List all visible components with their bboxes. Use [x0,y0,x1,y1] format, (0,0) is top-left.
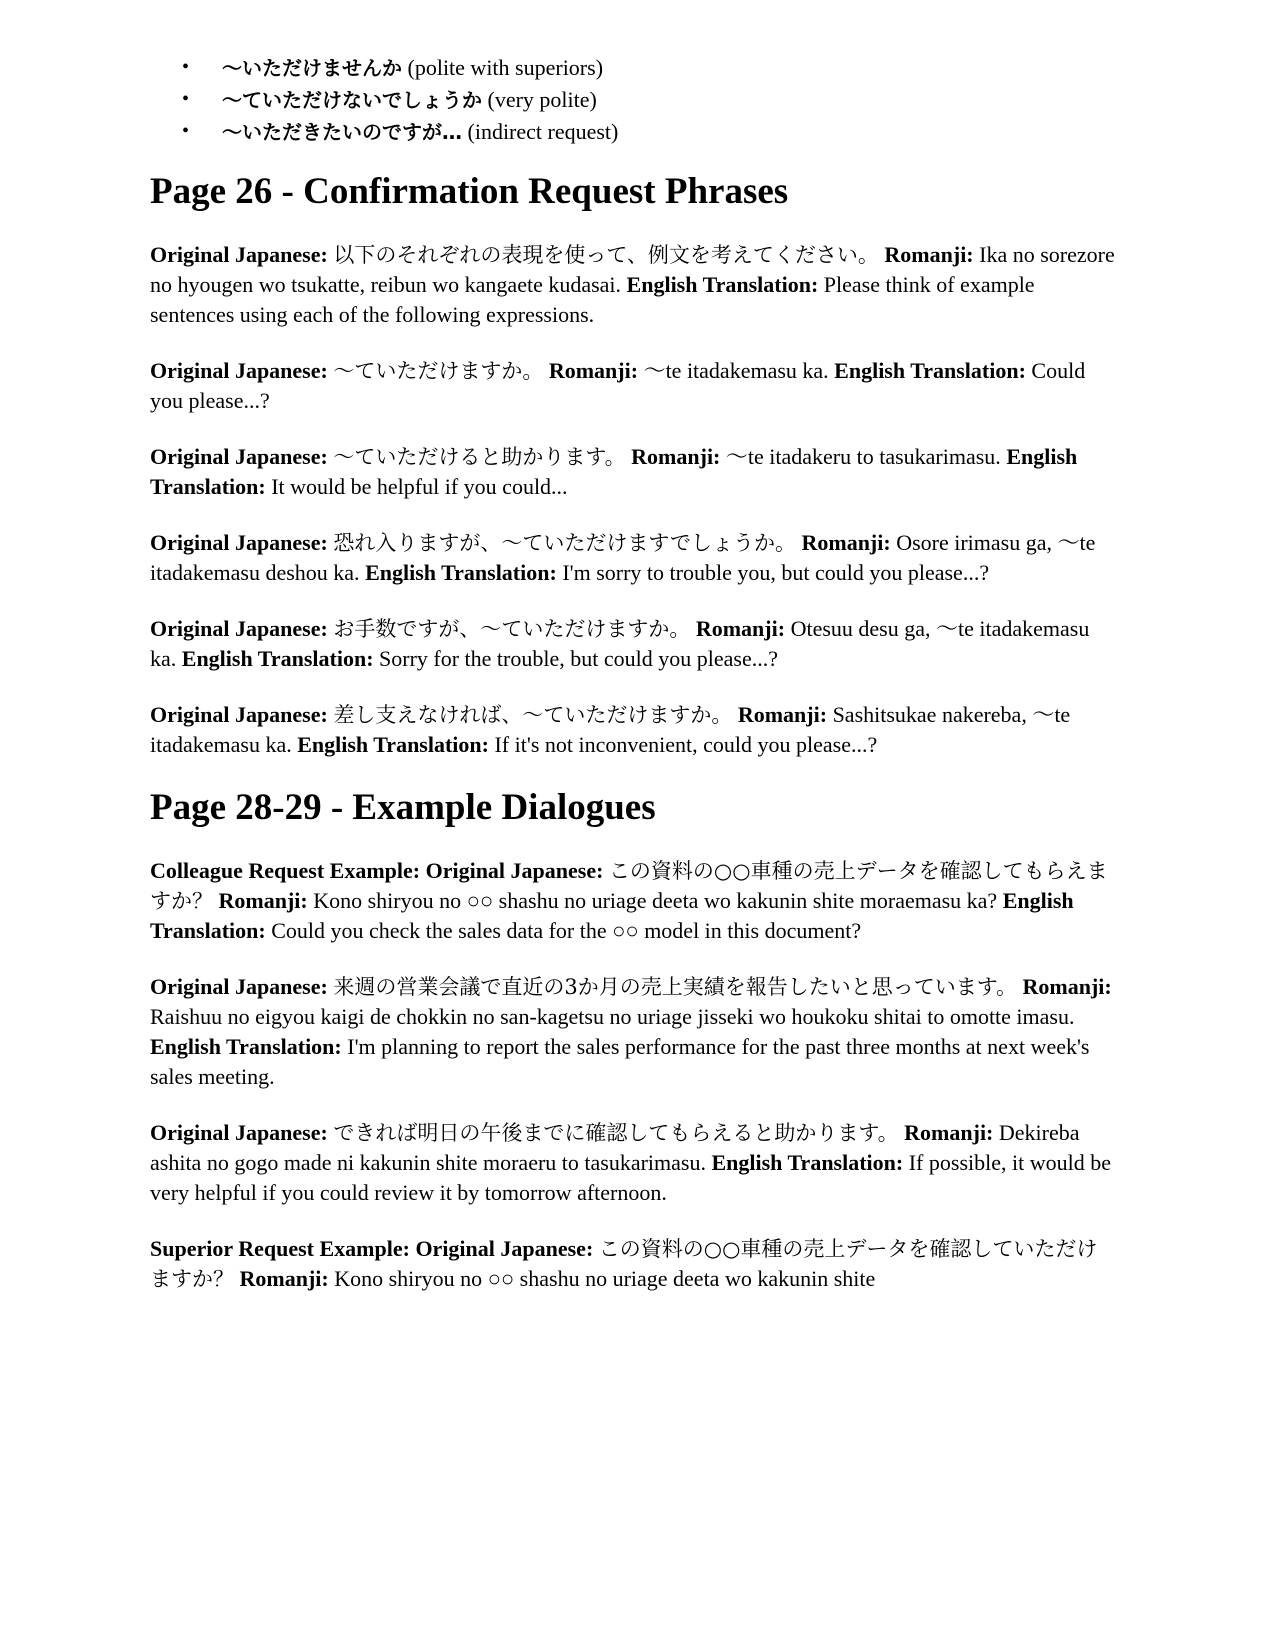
polite-expression-list [150,52,1118,148]
dialogue-entry: Original Japanese: 来週の営業会議で直近の3か月の売上実績を報告したいと思っています。 Romanji: Raishuu no eigyou kaigi de chokkin no san-kagetsu no uriage jisseki wo houkoku shitai to omotte imasu. English Translation: I'm planning to report the sales performance for the past three months at next week's sales meeting. [150,974,1112,1089]
phrase-entry: Original Japanese: 〜ていただけますか。 Romanji: 〜te itadakemasu ka. English Translation: Could you please...? [150,358,1086,413]
list-item: • 〜いただけませんか (polite with superiors) [222,52,1118,84]
dialogue-entry: Colleague Request Example: Original Japanese: この資料の○○車種の売上データを確認してもらえますか？ Romanji: Kono shiryou no ○○ shashu no uriage deeta wo kakunin shite moraemasu ka? English Translation: Could you check the sales data for the ○○ model in this document? [150,858,1108,943]
phrase-entry: Original Japanese: 恐れ入りますが、〜ていただけますでしょうか。 Romanji: Osore irimasu ga, 〜te itadakemasu deshou ka. English Translation: I'm sorry to trouble you, but could you please...? [150,530,1096,585]
phrase-entry: Original Japanese: 差し支えなければ、〜ていただけますか。 Romanji: Sashitsukae nakereba, 〜te itadakemasu ka. English Translation: If it's not inconvenient, could you please...? [150,702,1071,757]
section-heading-confirmation: Page 26 - Confirmation Request Phrases [150,171,789,212]
dialogue-entry: Original Japanese: できれば明日の午後までに確認してもらえると助かります。 Romanji: Dekireba ashita no gogo made ni kakunin shite moraeru to tasukarimasu. English Translation: If possible, it would be very helpful if you could review it by tomorrow afternoon. [150,1120,1111,1205]
phrase-entry: Original Japanese: お手数ですが、〜ていただけますか。 Romanji: Otesuu desu ga, 〜te itadakemasu ka. English Translation: Sorry for the trouble, but could you please...? [150,616,1090,671]
section-heading-dialogues: Page 28-29 - Example Dialogues [150,787,656,828]
list-item: • 〜ていただけないでしょうか (very polite) [222,84,1118,116]
list-item: • 〜いただきたいのですが… (indirect request) [222,116,1118,148]
dialogue-entry: Superior Request Example: Original Japanese: この資料の○○車種の売上データを確認していただけますか？ Romanji: Kono shiryou no ○○ shashu no uriage deeta wo kakunin shite [150,1236,1098,1291]
document-page [150,52,1118,1320]
phrase-entry: Original Japanese: 〜ていただけると助かります。 Romanji: 〜te itadakeru to tasukarimasu. English Translation: It would be helpful if you could... [150,444,1078,499]
phrase-entry: Original Japanese: 以下のそれぞれの表現を使って、例文を考えてください。 Romanji: Ika no sorezore no hyougen wo tsukatte, reibun wo kangaete kudasai. English Translation: Please think of example sentences using each of the following expressions. [150,242,1115,327]
